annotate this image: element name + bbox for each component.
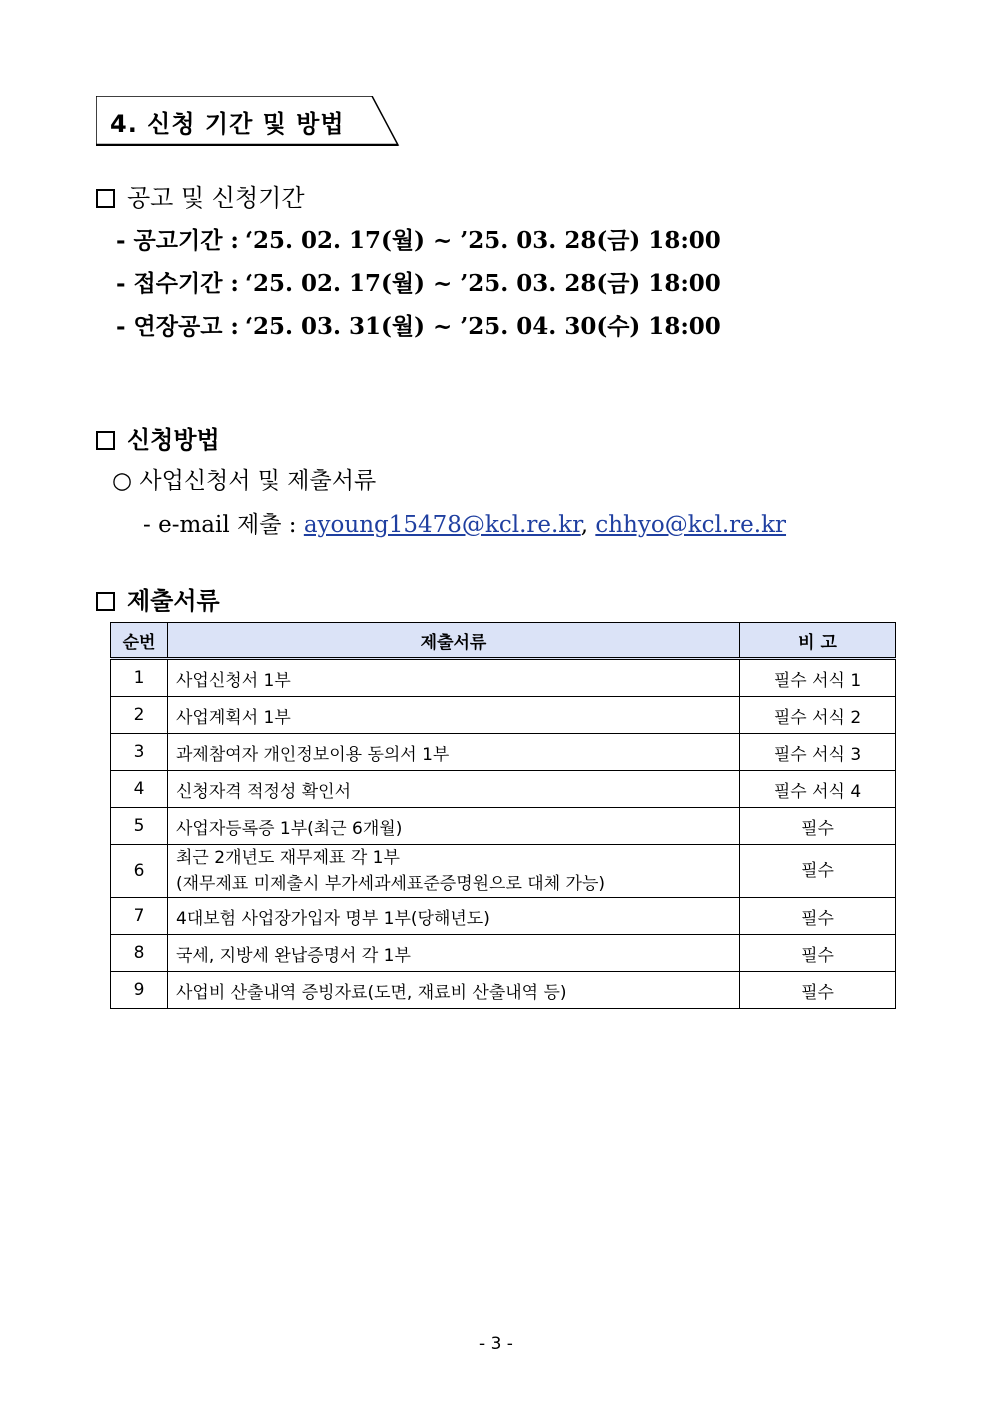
row-doc: 사업비 산출내역 증빙자료(도면, 재료비 산출내역 등) — [168, 972, 740, 1009]
row-doc: 신청자격 적정성 확인서 — [168, 771, 740, 808]
documents-section-label: 제출서류 — [127, 587, 220, 615]
row-no: 4 — [111, 771, 168, 808]
row-doc-line1: 최근 2개년도 재무제표 각 1부 — [176, 848, 400, 868]
period-label: - 연장공고 : — [116, 313, 239, 340]
row-remark: 필수 서식 4 — [740, 771, 896, 808]
table-row — [111, 935, 896, 972]
table-row — [111, 972, 896, 1009]
row-doc: 사업계획서 1부 — [168, 697, 740, 734]
row-remark: 필수 — [740, 845, 896, 898]
row-remark: 필수 — [740, 972, 896, 1009]
checkbox-square-icon — [96, 431, 115, 450]
section-heading-box — [96, 96, 400, 146]
method-section-label: 신청방법 — [127, 426, 220, 454]
period-label: - 접수기간 : — [116, 270, 239, 297]
method-item: ○ 사업신청서 및 제출서류 — [112, 468, 377, 494]
period-line-extension — [116, 308, 727, 341]
row-doc-line2: (재무제표 미제출시 부가세과세표준증명원으로 대체 가능) — [176, 874, 606, 894]
table-row — [111, 898, 896, 935]
period-value: ‘25. 02. 17(월) ~ ’25. 03. 28(금) 18:00 — [244, 227, 721, 254]
period-section-label: 공고 및 신청기간 — [127, 184, 305, 212]
period-line-announcement — [116, 222, 727, 255]
period-label: - 공고기간 : — [116, 227, 239, 254]
row-remark: 필수 서식 2 — [740, 697, 896, 734]
table-row — [111, 734, 896, 771]
documents-section-title — [96, 581, 220, 616]
email-label: - e-mail 제출 : — [143, 512, 297, 538]
row-remark: 필수 — [740, 898, 896, 935]
period-value: ‘25. 02. 17(월) ~ ’25. 03. 28(금) 18:00 — [244, 270, 721, 297]
period-section-title — [96, 178, 305, 213]
row-no: 5 — [111, 808, 168, 845]
row-doc: 사업자등록증 1부(최근 6개월) — [168, 808, 740, 845]
table-row — [111, 659, 896, 697]
checkbox-square-icon — [96, 592, 115, 611]
header-remark: 비 고 — [740, 623, 896, 659]
row-no: 7 — [111, 898, 168, 935]
header-doc: 제출서류 — [168, 623, 740, 659]
table-row — [111, 808, 896, 845]
row-no: 2 — [111, 697, 168, 734]
row-remark: 필수 — [740, 808, 896, 845]
page-number: - 3 - — [479, 1334, 513, 1354]
header-no: 순번 — [111, 623, 168, 659]
row-doc — [168, 845, 740, 898]
email-link-chhyo[interactable]: chhyo@kcl.re.kr — [595, 512, 787, 538]
row-doc: 국세, 지방세 완납증명서 각 1부 — [168, 935, 740, 972]
row-remark: 필수 서식 1 — [740, 659, 896, 697]
table-row — [111, 697, 896, 734]
row-no: 8 — [111, 935, 168, 972]
email-separator: , — [580, 512, 589, 538]
row-remark: 필수 서식 3 — [740, 734, 896, 771]
checkbox-square-icon — [96, 189, 115, 208]
row-no: 6 — [111, 845, 168, 898]
page-title: 4. 신청 기간 및 방법 — [110, 110, 345, 138]
row-remark: 필수 — [740, 935, 896, 972]
email-link-ayoung[interactable]: ayoung15478@kcl.re.kr — [303, 512, 581, 538]
row-doc: 4대보험 사업장가입자 명부 1부(당해년도) — [168, 898, 740, 935]
email-line — [143, 506, 786, 539]
row-no: 9 — [111, 972, 168, 1009]
table-row — [111, 845, 896, 898]
documents-table — [110, 622, 896, 1009]
row-doc: 사업신청서 1부 — [168, 659, 740, 697]
method-section-title — [96, 420, 220, 455]
table-header-row — [111, 623, 896, 659]
row-no: 1 — [111, 659, 168, 697]
period-value: ‘25. 03. 31(월) ~ ’25. 04. 30(수) 18:00 — [244, 313, 721, 340]
table-row — [111, 771, 896, 808]
row-no: 3 — [111, 734, 168, 771]
period-line-reception — [116, 265, 727, 298]
row-doc: 과제참여자 개인정보이용 동의서 1부 — [168, 734, 740, 771]
